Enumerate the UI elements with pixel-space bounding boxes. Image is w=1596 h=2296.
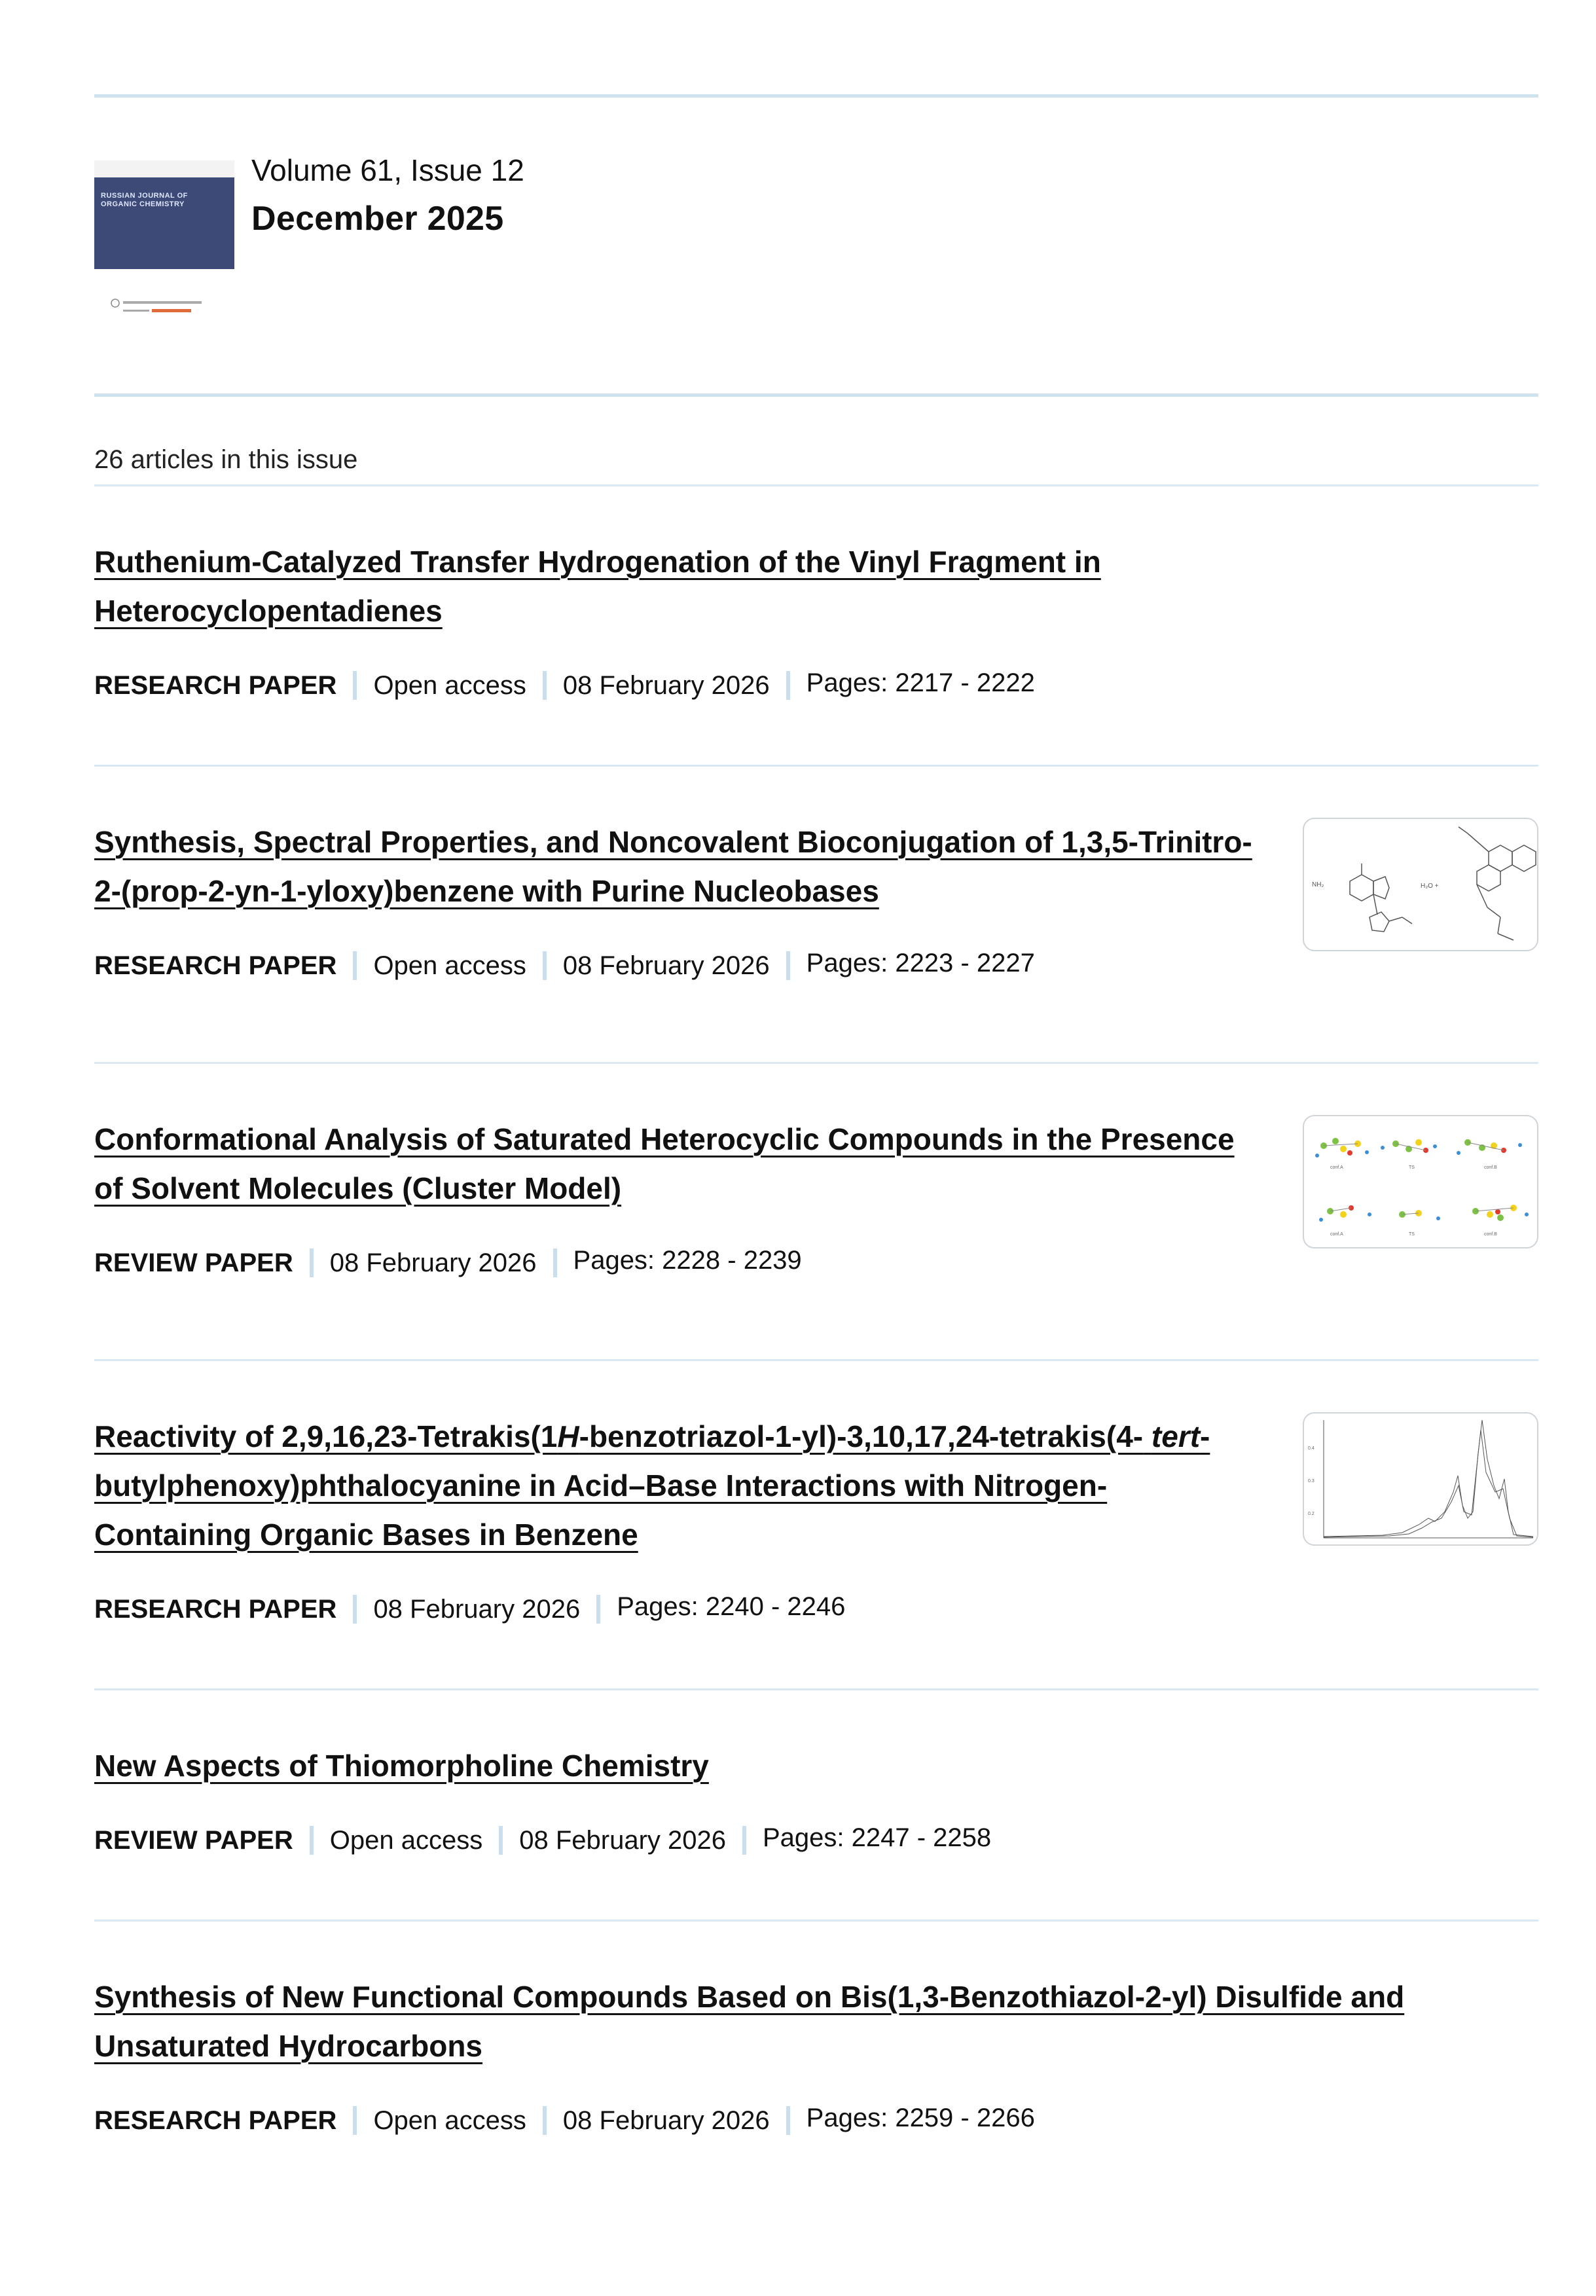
svg-text:0.3: 0.3 [1308, 1479, 1315, 1484]
article-type: RESEARCH PAPER [94, 951, 337, 980]
page-range: Pages: 2240 - 2246 [617, 1592, 846, 1621]
article-title-link[interactable]: Synthesis of New Functional Compounds Based on Bis(1,3-Benzothiazol-2-yl) Disulfide and Unsaturated Hydrocarbons [94, 1980, 1405, 2063]
meta-separator [786, 2106, 790, 2135]
meta-separator [353, 2106, 357, 2135]
chemical-structure-icon [1304, 819, 1537, 950]
article-title-link[interactable]: Reactivity of 2,9,16,23-Tetrakis(1H-benzotriazol-1-yl)-3,10,17,24-tetrakis(4- tert-butylphenoxy)phthalocyanine in Acid–Base Interactions with Nitrogen-Containing Organic Bases in Benzene [94, 1419, 1210, 1552]
cover-title: RUSSIAN JOURNAL OF ORGANIC CHEMISTRY [101, 192, 188, 208]
access-label: Open access [373, 670, 526, 700]
svg-text:0.4: 0.4 [1308, 1446, 1315, 1451]
article-meta [94, 1590, 1538, 1629]
meta-separator [553, 1248, 557, 1277]
meta-separator [596, 1595, 600, 1624]
issue-volume: Volume 61, Issue 12 [251, 153, 524, 187]
article-item [94, 767, 1538, 1064]
article-meta [94, 666, 1538, 705]
article-item [94, 1064, 1538, 1361]
article-title-link[interactable]: Conformational Analysis of Saturated Heterocyclic Compounds in the Presence of Solvent Molecules (Cluster Model) [94, 1122, 1235, 1205]
meta-separator [353, 1595, 357, 1624]
article-type: RESEARCH PAPER [94, 1594, 337, 1624]
issue-listing [94, 0, 1538, 2157]
absorption-spectrum-icon [1304, 1413, 1537, 1544]
meta-separator [543, 671, 547, 700]
article-meta [94, 946, 1538, 985]
molecular-models-icon [1304, 1116, 1537, 1247]
meta-separator [786, 951, 790, 980]
article-title-link[interactable]: Synthesis, Spectral Properties, and Noncovalent Bioconjugation of 1,3,5-Trinitro-2-(prop-2-yn-1-yloxy)benzene with Purine Nucleobases [94, 825, 1252, 908]
publish-date: 08 February 2026 [373, 1594, 581, 1624]
meta-separator [310, 1248, 314, 1277]
issue-date: December 2025 [251, 200, 504, 238]
svg-text:conf.B: conf.B [1484, 1165, 1497, 1170]
publish-date: 08 February 2026 [562, 670, 770, 700]
meta-separator [543, 2106, 547, 2135]
svg-text:0.2: 0.2 [1308, 1512, 1315, 1516]
article-title-link[interactable]: Ruthenium-Catalyzed Transfer Hydrogenation of the Vinyl Fragment in Heterocyclopentadienes [94, 545, 1101, 628]
issue-header [94, 98, 1538, 393]
svg-text:H₂O +: H₂O + [1421, 883, 1439, 890]
access-label: Open access [373, 2105, 526, 2135]
article-thumbnail[interactable] [1303, 1115, 1538, 1248]
svg-text:conf.A: conf.A [1330, 1232, 1343, 1237]
svg-text:conf.B: conf.B [1484, 1232, 1497, 1237]
issue-info [251, 150, 524, 239]
publish-date: 08 February 2026 [562, 951, 770, 980]
article-meta [94, 2101, 1538, 2140]
meta-separator [786, 671, 790, 700]
page-range: Pages: 2228 - 2239 [573, 1245, 802, 1275]
meta-separator [742, 1826, 746, 1855]
article-type: RESEARCH PAPER [94, 2105, 337, 2135]
article-item [94, 486, 1538, 767]
svg-text:conf.A: conf.A [1330, 1165, 1343, 1170]
article-item [94, 1922, 1538, 2157]
meta-separator [353, 951, 357, 980]
page-range: Pages: 2223 - 2227 [806, 948, 1035, 977]
page-range: Pages: 2247 - 2258 [762, 1823, 992, 1852]
publish-date: 08 February 2026 [329, 1248, 537, 1277]
article-count: 26 articles in this issue [94, 445, 358, 474]
svg-text:TS: TS [1409, 1232, 1415, 1237]
meta-separator [543, 951, 547, 980]
meta-separator [353, 671, 357, 700]
article-type: REVIEW PAPER [94, 1825, 293, 1855]
article-meta [94, 1243, 1538, 1283]
page-range: Pages: 2217 - 2222 [806, 668, 1035, 697]
article-thumbnail[interactable] [1303, 1412, 1538, 1546]
page-range: Pages: 2259 - 2266 [806, 2103, 1035, 2132]
meta-separator [310, 1826, 314, 1855]
article-title-link[interactable]: New Aspects of Thiomorpholine Chemistry [94, 1749, 709, 1783]
meta-separator [499, 1826, 503, 1855]
svg-text:NH₂: NH₂ [1312, 881, 1324, 888]
article-thumbnail[interactable] [1303, 818, 1538, 951]
journal-cover[interactable] [94, 160, 234, 357]
cover-image [94, 160, 234, 269]
article-type: REVIEW PAPER [94, 1248, 293, 1277]
article-type: RESEARCH PAPER [94, 670, 337, 700]
article-item [94, 1361, 1538, 1690]
publish-date: 08 February 2026 [519, 1825, 726, 1855]
publisher-logo-icon [110, 298, 221, 316]
access-label: Open access [329, 1825, 483, 1855]
svg-text:TS: TS [1409, 1165, 1415, 1170]
publish-date: 08 February 2026 [562, 2105, 770, 2135]
access-label: Open access [373, 951, 526, 980]
article-meta [94, 1821, 1538, 1860]
article-item [94, 1690, 1538, 1922]
